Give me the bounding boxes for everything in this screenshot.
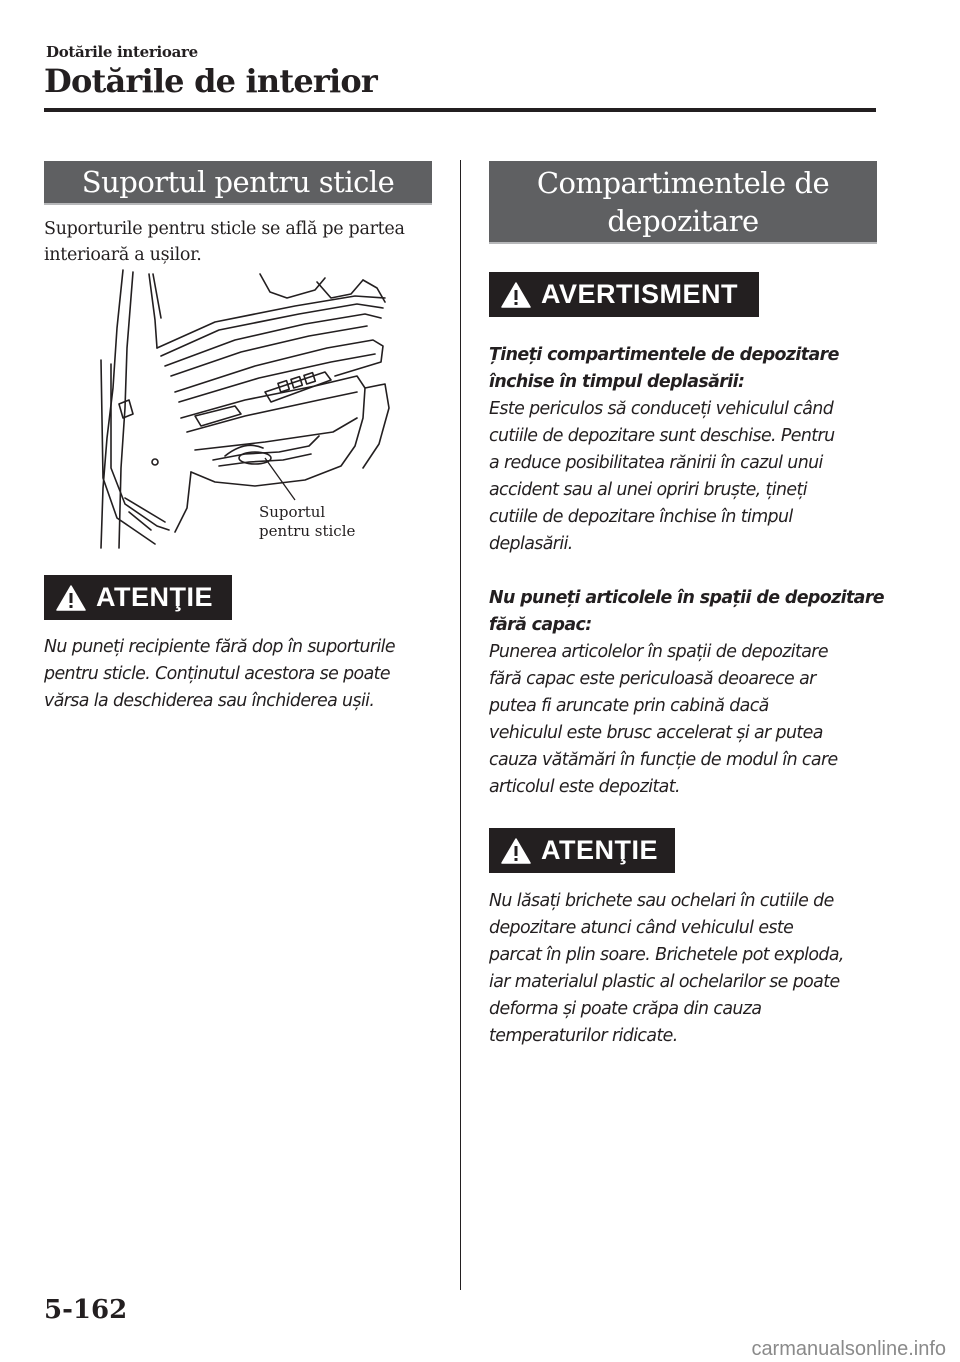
- warning-line: cutiile de depozitare sunt deschise. Pentru: [489, 426, 835, 446]
- caution-text-left: [44, 634, 454, 715]
- header-rule: [44, 108, 876, 112]
- intro-text: Suporturile pentru sticle se află pe partea interioară a ușilor.: [44, 219, 405, 265]
- warning-triangle-icon: [501, 281, 531, 309]
- caution-line: pentru sticle. Conținutul acestora se poate: [44, 664, 390, 684]
- warning-line: putea fi aruncate prin cabină dacă: [489, 696, 769, 716]
- warning-heading-line: închise în timpul deplasării:: [489, 372, 745, 392]
- caution-badge-left: [44, 575, 232, 620]
- warning-body-1: [489, 396, 909, 558]
- warning-badge-label: AVERTISMENT: [541, 279, 739, 309]
- warning-line: deplasării.: [489, 534, 573, 554]
- section-title-line-2: depozitare: [607, 204, 759, 238]
- watermark: carmanualsonline.info: [751, 1338, 946, 1360]
- warning-line: a reduce posibilitatea rănirii în cazul unui: [489, 453, 823, 473]
- caution-text-right: [489, 888, 919, 1050]
- warning-badge: [489, 272, 759, 317]
- warning-line: fără capac este periculoasă deoarece ar: [489, 669, 816, 689]
- caution-line: iar materialul plastic al ochelarilor se poate: [489, 972, 840, 992]
- caution-line: depozitare atunci când vehiculul este: [489, 918, 794, 938]
- caution-line: Nu puneți recipiente fără dop în suporturile: [44, 637, 396, 657]
- caution-line: Nu lăsați brichete sau ochelari în cutiile de: [489, 891, 834, 911]
- page-number: 5-162: [44, 1295, 128, 1325]
- warning-heading-line: Țineți compartimentele de depozitare: [489, 345, 839, 365]
- caution-line: temperaturilor ridicate.: [489, 1026, 678, 1046]
- caution-line: deforma și poate crăpa din cauza: [489, 999, 762, 1019]
- callout-label: [259, 503, 355, 541]
- callout-line-1: Suportul: [259, 503, 326, 521]
- caution-badge-label: ATENŢIE: [541, 835, 658, 865]
- warning-heading-1: [489, 342, 909, 396]
- column-divider: [460, 160, 461, 1290]
- warning-heading-line: Nu puneți articolele în spații de depozitare: [489, 588, 884, 608]
- warning-line: cauza vătămări în funcție de modul în care: [489, 750, 838, 770]
- breadcrumb: Dotările interioare: [46, 43, 198, 61]
- warning-line: vehiculul este brusc accelerat și ar putea: [489, 723, 823, 743]
- caution-badge-right: [489, 828, 675, 873]
- warning-line: Este periculos să conduceți vehiculul când: [489, 399, 834, 419]
- callout-leader: [265, 458, 295, 500]
- warning-heading-2: [489, 585, 909, 639]
- warning-line: Punerea articolelor în spații de depozitare: [489, 642, 828, 662]
- warning-triangle-icon: [501, 837, 531, 865]
- warning-line: articolul este depozitat.: [489, 777, 680, 797]
- warning-line: cutiile de depozitare închise în timpul: [489, 507, 793, 527]
- page-title: Dotările de interior: [44, 62, 377, 100]
- caution-line: parcat în plin soare. Brichetele pot exploda,: [489, 945, 844, 965]
- section-title-bottle-holder: Suportul pentru sticle: [44, 161, 432, 205]
- section-title-line-1: Compartimentele de: [536, 166, 830, 200]
- callout-line-2: pentru sticle: [259, 522, 356, 540]
- warning-line: accident sau al unei opriri bruște, țineți: [489, 480, 807, 500]
- warning-triangle-icon: [56, 584, 86, 612]
- caution-badge-label: ATENŢIE: [96, 582, 213, 612]
- warning-heading-line: fără capac:: [489, 615, 592, 635]
- warning-body-2: [489, 639, 909, 801]
- warning-text: [489, 342, 909, 801]
- caution-line: vărsa la deschiderea sau închiderea ușii.: [44, 691, 375, 711]
- section-title-storage: [489, 161, 877, 244]
